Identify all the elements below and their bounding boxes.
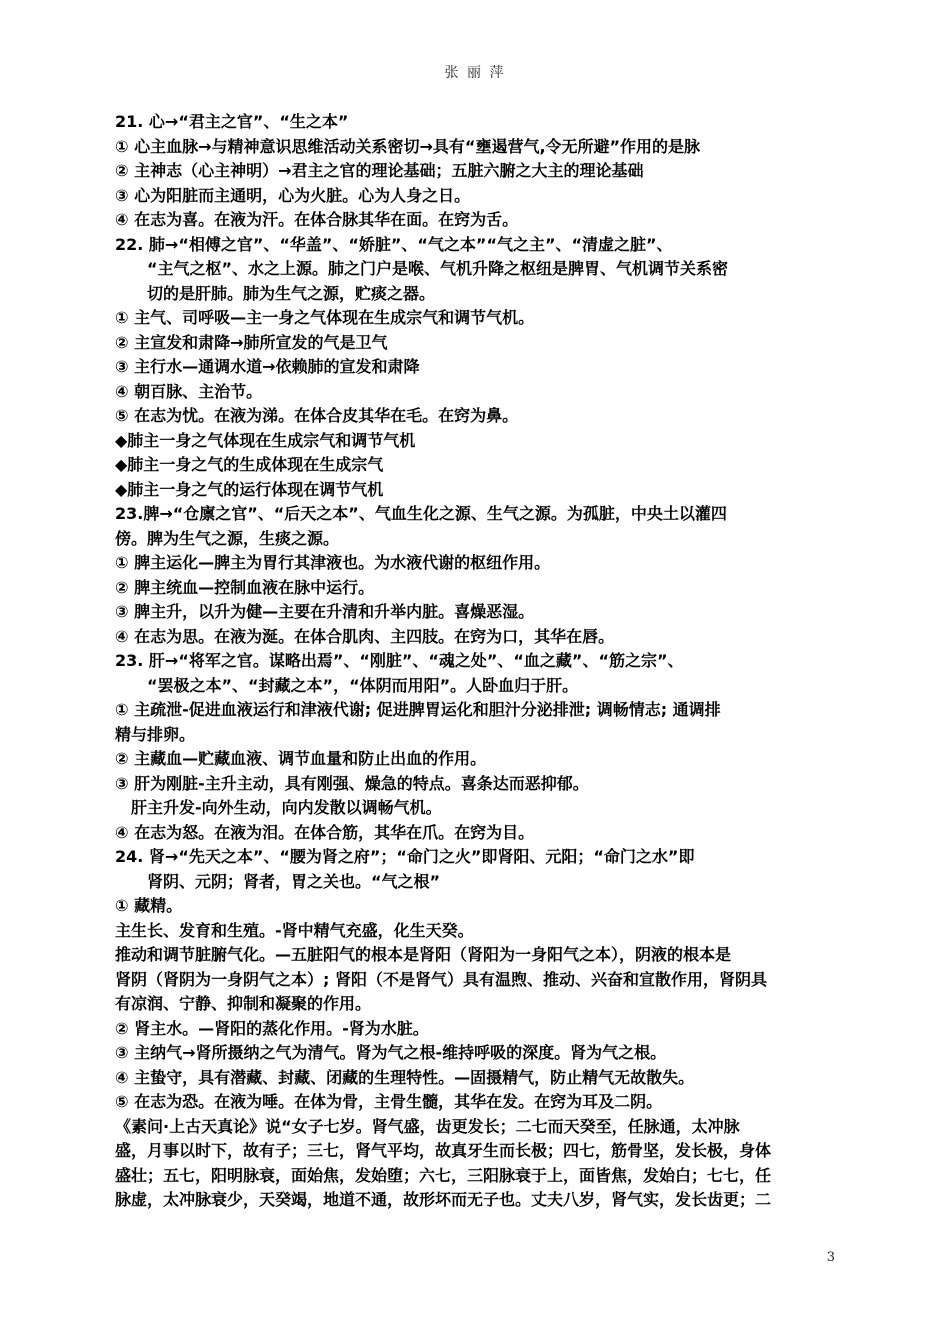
spleen-point-4: ④ 在志为思。在液为涎。在体合肌肉、主四肢。在窍为口，其华在唇。 <box>115 626 615 646</box>
document-body <box>115 110 840 1213</box>
suwen-quote-2: 盛，月事以时下，故有子；三七，肾气平均，故真牙生而长极；四七，筋骨坚，发长极，身体 <box>115 1141 772 1160</box>
suwen-quote-3: 盛壮；五七，阳明脉衰，面始焦，发始堕；六七，三阳脉衰于上，面皆焦，发始白；七七，任 <box>115 1165 772 1185</box>
lung-heading: 22. 肺→“相傅之官”、“华盖”、“娇脏”、“气之本”“气之主”、“清虚之脏”、 <box>115 234 673 254</box>
lung-note-1: ◆肺主一身之气体现在生成宗气和调节气机 <box>115 430 416 450</box>
lung-note-3: ◆肺主一身之气的运行体现在调节气机 <box>115 479 384 499</box>
heart-point-4: ④ 在志为喜。在液为汗。在体合脉其华在面。在窍为舌。 <box>115 210 519 229</box>
liver-heading: 23. 肝→“将军之官。谋略出焉”、“刚脏”、“魂之处”、“血之藏”、“筋之宗”、 <box>115 651 684 670</box>
suwen-quote-1: 《素问·上古天真论》说“女子七岁。肾气盛，齿更发长；二七而天癸至，任脉通，太冲脉 <box>115 1116 740 1136</box>
page-header-author: 张 丽 萍 <box>444 65 506 81</box>
liver-point-2: ② 主藏血—贮藏血液、调节血量和防止出血的作用。 <box>115 749 487 768</box>
spleen-point-1: ① 脾主运化—脾主为胃行其津液也。为水液代谢的枢纽作用。 <box>115 553 551 572</box>
lung-heading-cont-1: “主气之枢”、水之上源。肺之门户是喉、气机升降之枢纽是脾胃、气机调节关系密 <box>147 259 729 278</box>
spleen-point-3: ③ 脾主升，以升为健—主要在升清和升举内脏。喜燥恶湿。 <box>115 602 535 621</box>
kidney-point-5: ⑤ 在志为恐。在液为唾。在体为骨，主骨生髓，其华在发。在窍为耳及二阴。 <box>115 1092 663 1111</box>
spleen-heading: 23.脾→“仓廪之官”、“后天之本”、气血生化之源、生气之源。为孤脏，中央土以灌四 <box>115 504 727 523</box>
liver-point-4: ④ 在志为怒。在液为泪。在体合筋，其华在爪。在窍为目。 <box>115 822 535 842</box>
lung-heading-cont-2: 切的是肝肺。肺为生气之源，贮痰之器。 <box>147 283 436 303</box>
liver-point-3-cont: 肝主升发-向外生动，向内发散以调畅气机。 <box>131 798 442 817</box>
lung-note-2: ◆肺主一身之气的生成体现在生成宗气 <box>115 455 384 474</box>
lung-point-3: ③ 主行水—通调水道→依赖肺的宣发和肃降 <box>115 357 420 376</box>
lung-point-2: ② 主宣发和肃降→肺所宣发的气是卫气 <box>115 332 388 352</box>
spleen-point-2: ② 脾主统血—控制血液在脉中运行。 <box>115 577 375 597</box>
liver-point-1: ① 主疏泄-促进血液运行和津液代谢; 促进脾胃运化和胆汁分泌排泄; 调畅情志; 通调排 <box>115 700 721 719</box>
kidney-point-2: ② 肾主水。—肾阳的蒸化作用。-肾为水脏。 <box>115 1018 429 1038</box>
kidney-point-1-sub-2-cont-2: 有凉润、宁静、抑制和凝聚的作用。 <box>115 994 372 1013</box>
heart-point-1: ① 心主血脉→与精神意识思维活动关系密切→具有“壅遏营气,令无所避”作用的是脉 <box>115 136 701 156</box>
heart-point-2: ② 主神志（心主神明）→君主之官的理论基础；五脏六腑之大主的理论基础 <box>115 161 644 180</box>
kidney-point-1-sub-2-cont-1: 肾阴（肾阴为一身阴气之本）; 肾阳（不是肾气）具有温煦、推动、兴奋和宣散作用，肾阴具 <box>115 969 767 989</box>
kidney-point-4: ④ 主蛰守，具有潜藏、封藏、闭藏的生理特性。—固摄精气，防止精气无故散失。 <box>115 1067 695 1087</box>
kidney-point-3: ③ 主纳气→肾所摄纳之气为清气。肾为气之根-维持呼吸的深度。肾为气之根。 <box>115 1043 667 1062</box>
page-number: 3 <box>826 1250 835 1265</box>
kidney-heading-cont: 肾阴、元阴；肾者，胃之关也。“气之根” <box>147 871 441 891</box>
lung-point-4: ④ 朝百脉、主治节。 <box>115 381 263 401</box>
suwen-quote-4: 脉虚，太冲脉衰少，天癸竭，地道不通，故形坏而无子也。丈夫八岁，肾气实，发长齿更；二 <box>115 1190 772 1209</box>
heart-point-3: ③ 心为阳脏而主通明，心为火脏。心为人身之日。 <box>115 185 471 205</box>
kidney-heading: 24. 肾→“先天之本”、“腰为肾之府”；“命门之火”即肾阳、元阳；“命门之水”即 <box>115 847 695 866</box>
liver-point-1-cont: 精与排卵。 <box>115 724 196 744</box>
kidney-point-1-sub-2: 推动和调节脏腑气化。—五脏阳气的根本是肾阳（肾阳为一身阳气之本），阴液的根本是 <box>115 945 732 964</box>
lung-point-5: ⑤ 在志为忧。在液为涕。在体合皮其华在毛。在窍为鼻。 <box>115 406 519 425</box>
spleen-heading-cont: 傍。脾为生气之源，生痰之源。 <box>115 528 340 548</box>
lung-point-1: ① 主气、司呼吸—主一身之气体现在生成宗气和调节气机。 <box>115 308 535 327</box>
liver-point-3: ③ 肝为刚脏-主升主动，具有刚强、燥急的特点。喜条达而恶抑郁。 <box>115 773 589 793</box>
kidney-point-1: ① 藏精。 <box>115 896 183 915</box>
heart-heading: 21. 心→“君主之官”、“生之本” <box>115 112 349 131</box>
kidney-point-1-sub-1: 主生长、发育和生殖。-肾中精气充盛，化生天癸。 <box>115 920 474 940</box>
liver-heading-cont: “罢极之本”、“封藏之本”，“体阴而用阳”。人卧血归于肝。 <box>147 675 579 695</box>
